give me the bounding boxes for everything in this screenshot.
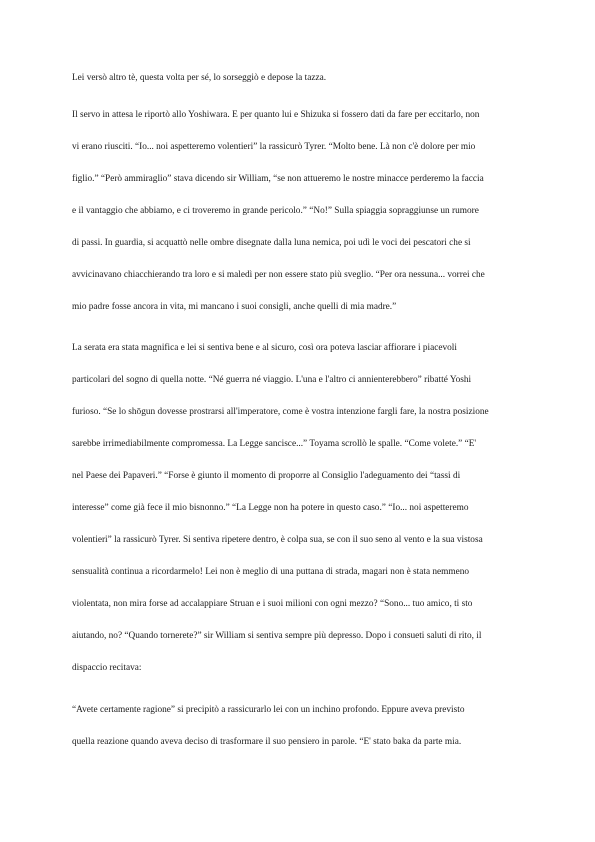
paragraph-line: sarebbe irrimediabilmente compromessa. La Legge sancisce...” Toyama scrollò le spalle. “Come volete.” “E' xyxy=(72,439,477,449)
paragraph-line: quella reazione quando aveva deciso di trasformare il suo pensiero in parole. “E' stato baka da parte mia. xyxy=(72,737,462,747)
paragraph-line: Il servo in attesa le riportò allo Yoshiwara. E per quanto lui e Shizuka si fossero dati da fare per eccitarlo, non xyxy=(72,110,480,120)
paragraph-line: di passi. In guardia, si acquattò nelle ombre disegnate dalla luna nemica, poi udì le voci dei pescatori che si xyxy=(72,238,471,248)
paragraph-line: vi erano riusciti. “Io... noi aspetteremo volentieri” la rassicurò Tyrer. “Molto bene. Là non c'è dolore per mio xyxy=(72,142,476,152)
paragraph-line: mio padre fosse ancora in vita, mi mancano i suoi consigli, anche quelli di mia madre.” xyxy=(72,302,397,312)
paragraph-line: “Avete certamente ragione” si precipitò a rassicurarlo lei con un inchino profondo. Eppure aveva previsto xyxy=(72,705,465,715)
paragraph-line: Lei versò altro tè, questa volta per sé, lo sorseggiò e depose la tazza. xyxy=(72,73,327,83)
paragraph-line: violentata, non mira forse ad accalappiare Struan e i suoi milioni con ogni mezzo? “Sono... tuo amico, ti sto xyxy=(72,599,473,609)
paragraph-line: avvicinavano chiacchierando tra loro e si maledì per non essere stato più sveglio. “Per ora nessuna... vorrei che xyxy=(72,270,485,280)
paragraph-line: volentieri” la rassicurò Tyrer. Si sentiva ripetere dentro, è colpa sua, se con il suo seno al vento e la sua vistosa xyxy=(72,535,483,545)
paragraph-line: figlio.” “Però ammiraglio” stava dicendo sir William, “se non attueremo le nostre minacce perderemo la faccia xyxy=(72,174,484,184)
paragraph-line: particolari del sogno di quella notte. “Né guerra né viaggio. L'una e l'altro ci annienterebbero” ribatté Yoshi xyxy=(72,375,472,385)
paragraph-line: dispaccio recitava: xyxy=(72,663,142,673)
paragraph-line: e il vantaggio che abbiamo, e ci troveremo in grande pericolo.” “No!” Sulla spiaggia sopraggiunse un rumore xyxy=(72,206,479,216)
paragraph-line: furioso. “Se lo shōgun dovesse prostrarsi all'imperatore, come è vostra intenzione fargli fare, la nostra posizione xyxy=(72,407,489,417)
paragraph-line: aiutando, no? “Quando tornerete?” sir William si sentiva sempre più depresso. Dopo i consueti saluti di rito, il xyxy=(72,631,482,641)
paragraph-line: La serata era stata magnifica e lei si sentiva bene e al sicuro, così ora poteva lasciar affiorare i piacevoli xyxy=(72,343,457,353)
paragraph-line: interesse” come già fece il mio bisnonno.” “La Legge non ha potere in questo caso.” “Io... noi aspetteremo xyxy=(72,503,469,513)
paragraph-line: sensualità continua a ricordarmelo! Lei non è meglio di una puttana di strada, magari non è stata nemmeno xyxy=(72,567,470,577)
paragraph-line: nel Paese dei Papaveri.” “Forse è giunto il momento di proporre al Consiglio l'adeguamento dei “tassi di xyxy=(72,471,461,481)
